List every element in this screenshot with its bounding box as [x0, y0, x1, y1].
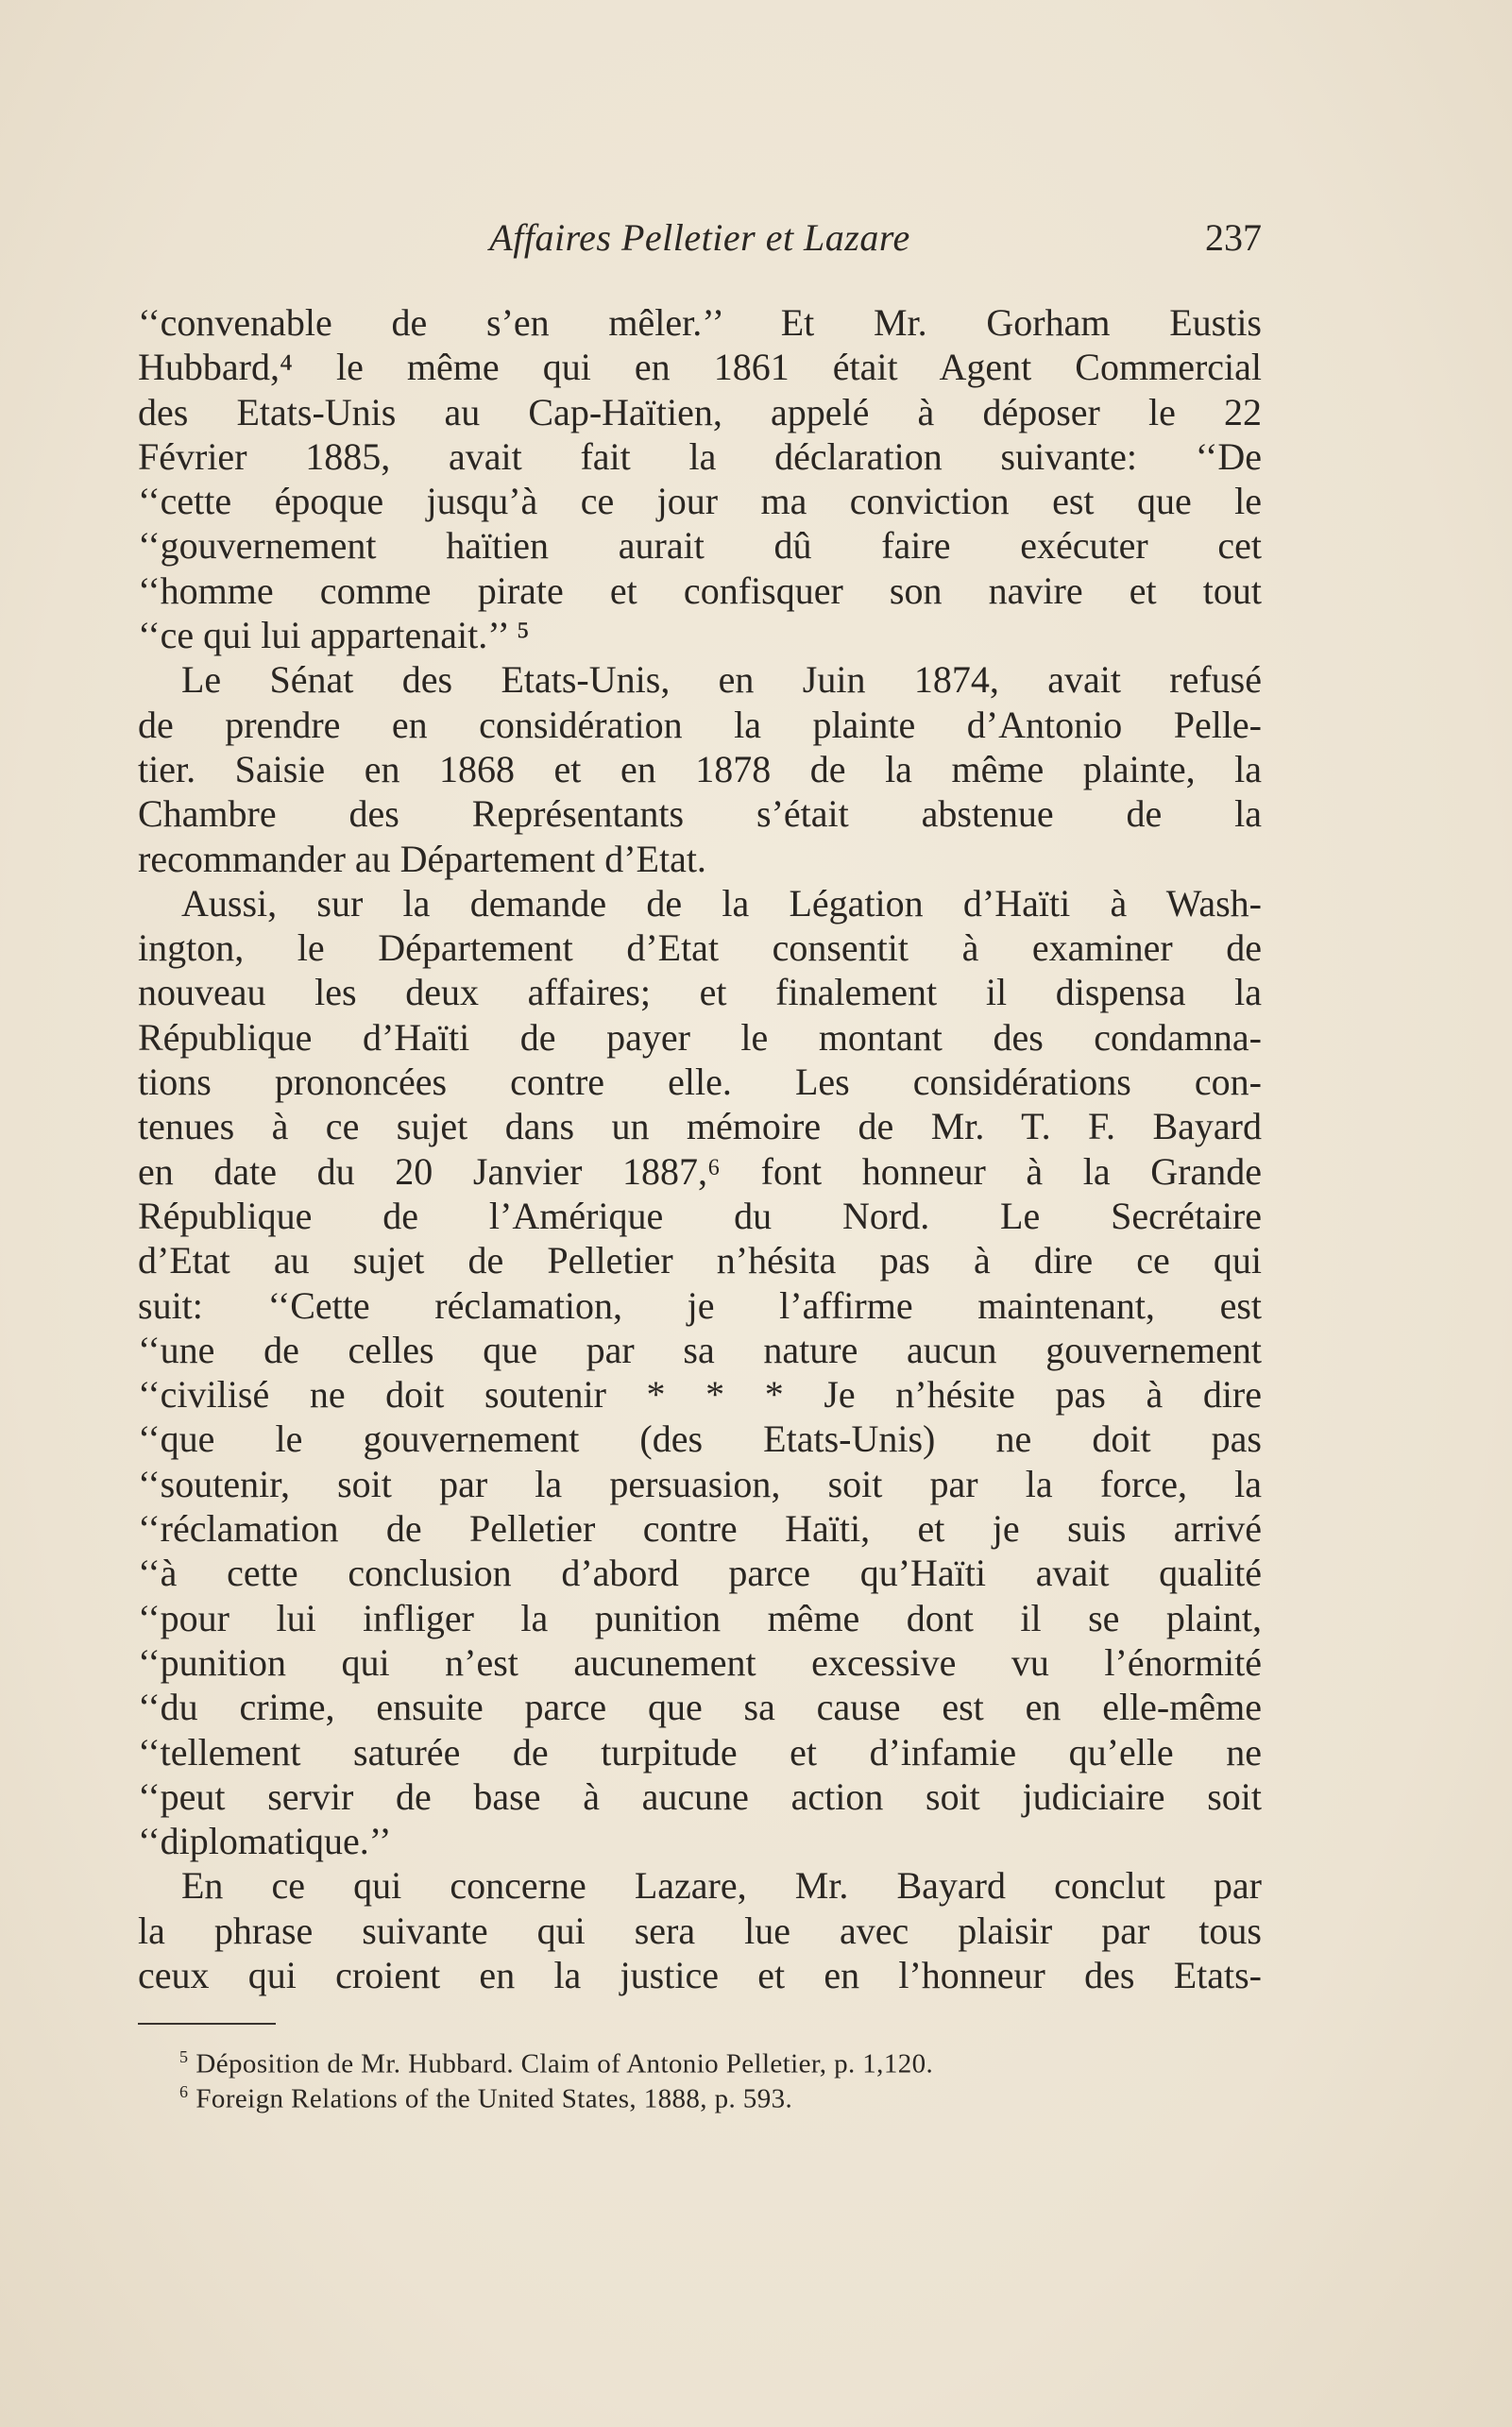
footnote: [179, 2040, 1262, 2079]
text-line: en date du 20 Janvier 1887,⁶ font honneur à la Grande: [138, 1149, 1262, 1193]
text-line: nouveau les deux affaires; et finalement il dispensa la: [138, 971, 1262, 1014]
text-line: ‘‘tellement saturée de turpitude et d’infamie qu’elle ne: [138, 1730, 1262, 1774]
text-line: ‘‘ce qui lui appartenait.’’ ⁵: [138, 614, 530, 657]
text-line: ceux qui croient en la justice et en l’honneur des Etats-: [138, 1953, 1262, 1996]
text-line: de prendre en considération la plainte d’Antonio Pelle-: [138, 703, 1262, 746]
text-line: ‘‘une de celles que par sa nature aucun gouvernement: [138, 1328, 1262, 1371]
running-head: [138, 215, 1262, 272]
text-line: tions prononcées contre elle. Les considérations con-: [138, 1061, 1262, 1104]
text-line: ‘‘que le gouvernement (des Etats-Unis) ne doit pas: [138, 1417, 1262, 1461]
footnote-rule: [138, 2023, 276, 2025]
footnote-text: Déposition de Mr. Hubbard. Claim of Antonio Pelletier, p. 1,120.: [195, 2048, 934, 2079]
footnote-mark: 6: [179, 2082, 189, 2101]
text-line: ‘‘réclamation de Pelletier contre Haïti, et je suis arrivé: [138, 1507, 1262, 1551]
body-text: [138, 300, 1262, 1997]
text-line: République d’Haïti de payer le montant des condamna-: [138, 1015, 1262, 1059]
text-line: des Etats-Unis au Cap-Haïtien, appelé à déposer le 22: [138, 390, 1262, 433]
text-line: ‘‘diplomatique.’’: [138, 1820, 392, 1863]
text-line: ‘‘gouvernement haïtien aurait dû faire exécuter cet: [138, 524, 1262, 568]
text-line: ington, le Département d’Etat consentit à examiner de: [138, 926, 1262, 970]
text-line: En ce qui concerne Lazare, Mr. Bayard conclut par: [181, 1864, 1262, 1908]
text-line: recommander au Département d’Etat.: [138, 837, 706, 880]
text-line: ‘‘pour lui infliger la punition même dont il se plaint,: [138, 1596, 1262, 1639]
text-line: d’Etat au sujet de Pelletier n’hésita pas à dire ce qui: [138, 1239, 1262, 1282]
running-title: Affaires Pelletier et Lazare: [489, 216, 910, 259]
text-line: Le Sénat des Etats-Unis, en Juin 1874, avait refusé: [181, 658, 1262, 702]
page-number: 237: [1205, 216, 1262, 259]
text-line: ‘‘du crime, ensuite parce que sa cause est en elle-même: [138, 1686, 1262, 1729]
text-line: République de l’Amérique du Nord. Le Secrétaire: [138, 1194, 1262, 1237]
text-line: ‘‘convenable de s’en mêler.’’ Et Mr. Gorham Eustis: [138, 301, 1262, 344]
footnote-text: Foreign Relations of the United States, 1888, p. 593.: [195, 2083, 793, 2114]
text-line: ‘‘à cette conclusion d’abord parce qu’Haïti avait qualité: [138, 1552, 1262, 1595]
footnote: [179, 2075, 1262, 2114]
text-line: Aussi, sur la demande de la Légation d’Haïti à Wash-: [181, 881, 1262, 925]
text-line: ‘‘soutenir, soit par la persuasion, soit par la force, la: [138, 1462, 1262, 1505]
text-line: Chambre des Représentants s’était abstenue de la: [138, 792, 1262, 836]
text-line: Hubbard,⁴ le même qui en 1861 était Agent Commercial: [138, 346, 1262, 389]
footnote-mark: 5: [179, 2047, 189, 2066]
text-line: tier. Saisie en 1868 et en 1878 de la même plainte, la: [138, 747, 1262, 790]
text-line: ‘‘punition qui n’est aucunement excessive vu l’énormité: [138, 1640, 1262, 1684]
text-line: ‘‘civilisé ne doit soutenir * * * Je n’hésite pas à dire: [138, 1373, 1262, 1417]
text-line: la phrase suivante qui sera lue avec plaisir par tous: [138, 1909, 1262, 1952]
text-line: ‘‘cette époque jusqu’à ce jour ma conviction est que le: [138, 480, 1262, 523]
text-line: ‘‘peut servir de base à aucune action soit judiciaire soit: [138, 1774, 1262, 1818]
text-line: suit: ‘‘Cette réclamation, je l’affirme maintenant, est: [138, 1283, 1262, 1327]
text-line: tenues à ce sujet dans un mémoire de Mr. T. F. Bayard: [138, 1105, 1262, 1148]
text-line: Février 1885, avait fait la déclaration suivante: ‘‘De: [138, 434, 1262, 478]
text-line: ‘‘homme comme pirate et confisquer son navire et tout: [138, 569, 1262, 612]
footnotes: [179, 2040, 1262, 2114]
